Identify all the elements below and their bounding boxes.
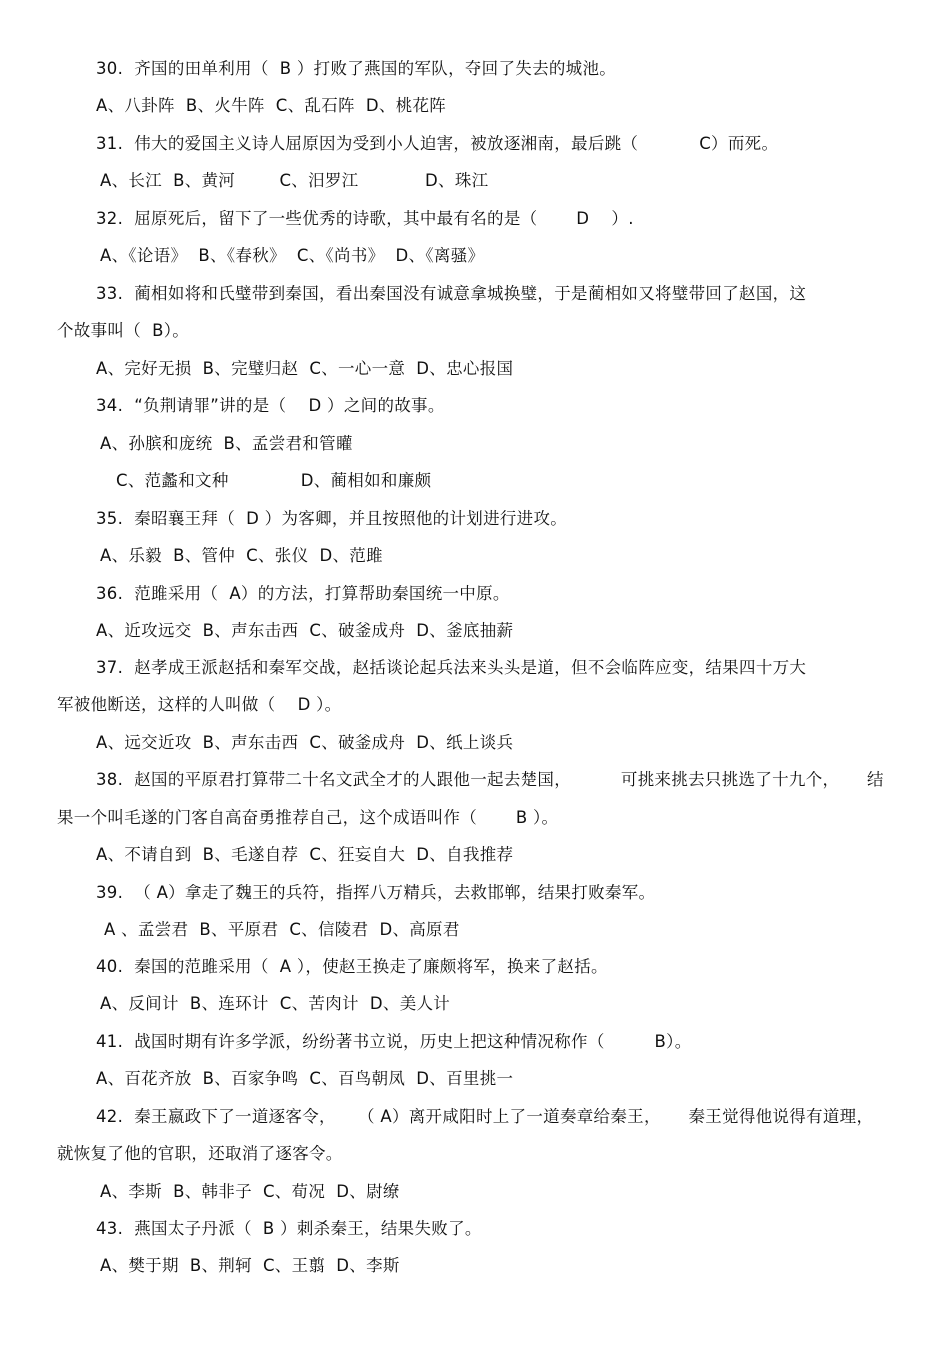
options-39: A 、孟尝君 B、平原君 C、信陵君 D、高原君 xyxy=(104,920,460,939)
question-42-cont: 就恢复了他的官职，还取消了逐客令。 xyxy=(57,1144,343,1163)
question-39: 39. （ A）拿走了魏王的兵符，指挥八万精兵，去救邯郸，结果打败秦军。 xyxy=(96,883,656,902)
options-40: A、反间计 B、连环计 C、苦肉计 D、美人计 xyxy=(100,994,451,1013)
options-38: A、不请自到 B、毛遂自荐 C、狂妄自大 D、自我推荐 xyxy=(96,845,514,864)
question-42: 42. 秦王嬴政下了一道逐客令， （ A）离开咸阳时上了一道奏章给秦王， 秦王觉得他说得有道理， xyxy=(96,1107,874,1126)
question-38: 38. 赵国的平原君打算带二十名文武全才的人跟他一起去楚国， 可挑来挑去只挑选了十九个， 结 xyxy=(96,770,884,789)
question-43: 43. 燕国太子丹派（ B ）刺杀秦王，结果失败了。 xyxy=(96,1219,482,1238)
question-31: 31. 伟大的爱国主义诗人屈原因为受到小人迫害，被放逐湘南，最后跳（ C）而死。 xyxy=(96,134,779,153)
options-43: A、樊于期 B、荆轲 C、王翦 D、李斯 xyxy=(100,1256,400,1275)
question-37: 37. 赵孝成王派赵括和秦军交战，赵括谈论起兵法来头头是道，但不会临阵应变，结果四十万大 xyxy=(96,658,807,677)
options-36: A、近攻远交 B、声东击西 C、破釜成舟 D、釜底抽薪 xyxy=(96,621,514,640)
options-32: A、《论语》 B、《春秋》 C、《尚书》 D、《离骚》 xyxy=(100,246,485,265)
options-34-a: A、孙膑和庞统 B、孟尝君和管矔 xyxy=(100,434,353,453)
question-30: 30. 齐国的田单利用（ B ）打败了燕国的军队，夺回了失去的城池。 xyxy=(96,59,617,78)
options-34-b: C、范蠡和文种 D、蔺相如和廉颇 xyxy=(116,471,432,490)
options-42: A、李斯 B、韩非子 C、荀况 D、尉缭 xyxy=(100,1182,400,1201)
question-37-cont: 军被他断送，这样的人叫做（ D ）。 xyxy=(57,695,342,714)
options-31: A、长江 B、黄河 C、汨罗江 D、珠江 xyxy=(100,171,489,190)
question-40: 40. 秦国的范雎采用（ A ），使赵王换走了廉颇将军，换来了赵括。 xyxy=(96,957,608,976)
question-33: 33. 蔺相如将和氏璧带到秦国，看出秦国没有诚意拿城换璧，于是蔺相如又将璧带回了赵国，这 xyxy=(96,284,807,303)
options-33: A、完好无损 B、完璧归赵 C、一心一意 D、忠心报国 xyxy=(96,359,514,378)
question-36: 36. 范雎采用（ A）的方法，打算帮助秦国统一中原。 xyxy=(96,584,510,603)
question-38-cont: 果一个叫毛遂的门客自高奋勇推荐自己，这个成语叫作（ B ）。 xyxy=(57,808,559,827)
options-35: A、乐毅 B、管仲 C、张仪 D、范雎 xyxy=(100,546,383,565)
question-34: 34. “负荆请罪”讲的是（ D ）之间的故事。 xyxy=(96,396,445,415)
question-35: 35. 秦昭襄王拜（ D ）为客卿，并且按照他的计划进行进攻。 xyxy=(96,509,568,528)
options-37: A、远交近攻 B、声东击西 C、破釜成舟 D、纸上谈兵 xyxy=(96,733,514,752)
question-41: 41. 战国时期有许多学派，纷纷著书立说，历史上把这种情况称作（ B）。 xyxy=(96,1032,692,1051)
options-41: A、百花齐放 B、百家争鸣 C、百鸟朝凤 D、百里挑一 xyxy=(96,1069,514,1088)
question-33-cont: 个故事叫（ B）。 xyxy=(57,321,190,340)
question-32: 32. 屈原死后，留下了一些优秀的诗歌，其中最有名的是（ D ）. xyxy=(96,209,634,228)
options-30: A、八卦阵 B、火牛阵 C、乱石阵 D、桃花阵 xyxy=(96,96,447,115)
